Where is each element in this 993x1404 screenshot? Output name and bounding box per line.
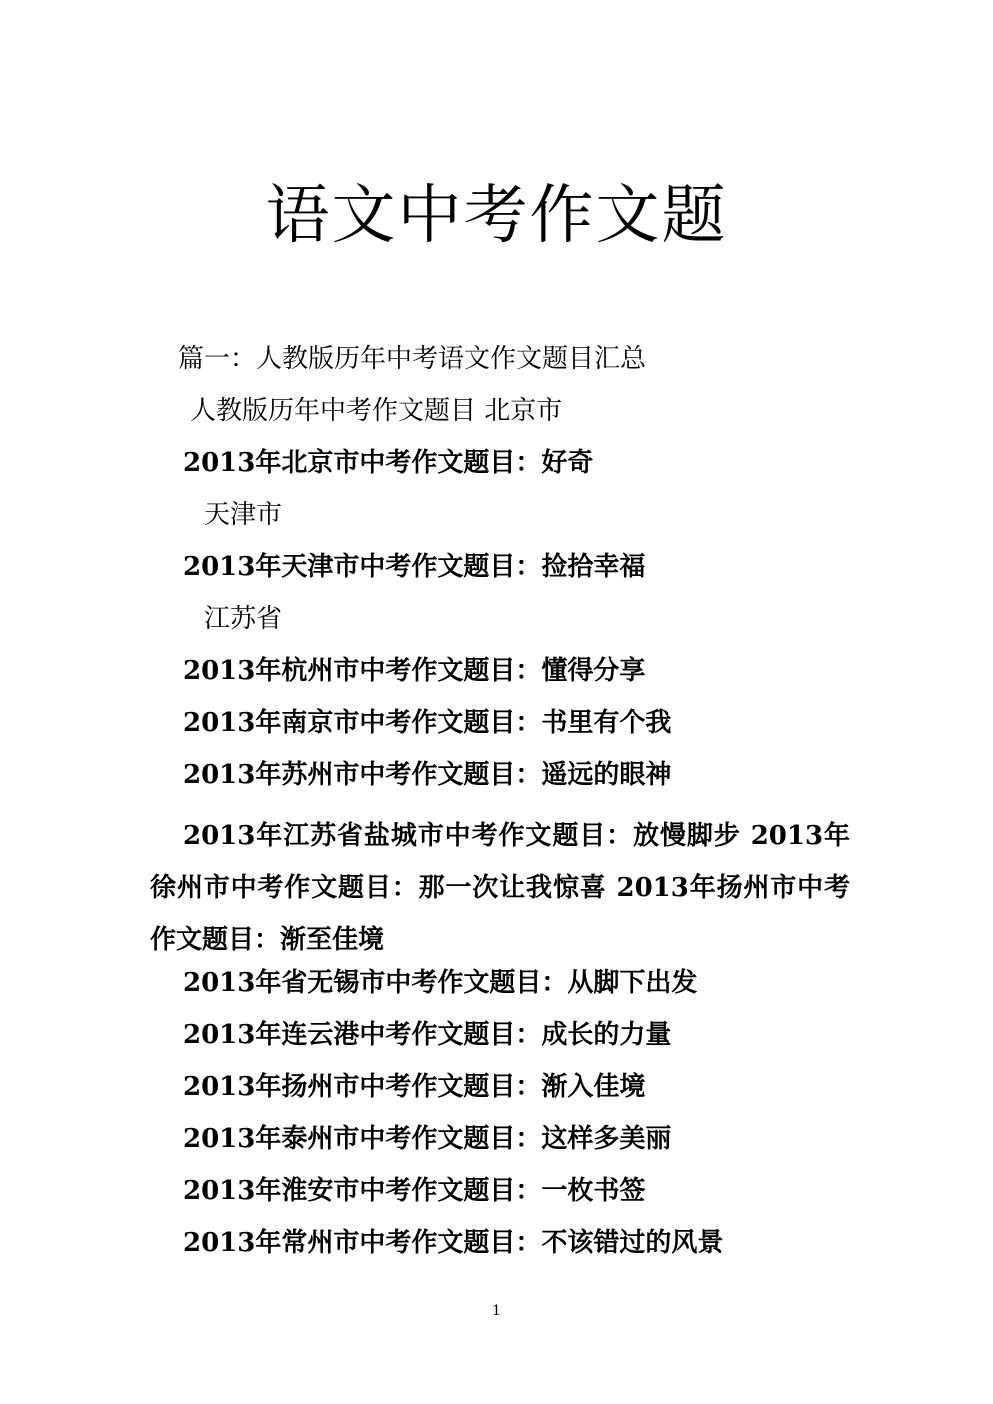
line-taizhou: 2013年泰州市中考作文题目：这样多美丽 [183, 1124, 672, 1154]
region-jiangsu: 江苏省 [204, 604, 283, 634]
line-wuxi: 2013年省无锡市中考作文题目：从脚下出发 [183, 968, 698, 998]
page-number: 1 [492, 1303, 501, 1319]
line-beijing: 2013年北京市中考作文题目：好奇 [183, 448, 594, 478]
line-tianjin: 2013年天津市中考作文题目：捡拾幸福 [183, 552, 646, 582]
line-changzhou: 2013年常州市中考作文题目：不该错过的风景 [183, 1228, 724, 1258]
region-tianjin: 天津市 [204, 500, 283, 530]
chapter-heading: 篇一：人教版历年中考语文作文题目汇总 [178, 344, 647, 374]
line-hangzhou: 2013年杭州市中考作文题目：懂得分享 [183, 656, 646, 686]
line-nanjing: 2013年南京市中考作文题目：书里有个我 [183, 708, 672, 738]
line-huaian: 2013年淮安市中考作文题目：一枚书签 [183, 1176, 646, 1206]
line-yangzhou: 2013年扬州市中考作文题目：渐入佳境 [183, 1072, 646, 1102]
line-lianyungang: 2013年连云港中考作文题目：成长的力量 [183, 1020, 672, 1050]
line-suzhou: 2013年苏州市中考作文题目：遥远的眼神 [183, 760, 672, 790]
paragraph-yancheng-xuzhou-yangzhou: 2013年江苏省盐城市中考作文题目：放慢脚步 2013年徐州市中考作文题目：那一次让我惊喜 2013年扬州市中考作文题目：渐至佳境 [150, 821, 850, 955]
page-title: 语文中考作文题 [265, 179, 728, 253]
subheading: 人教版历年中考作文题目 北京市 [190, 396, 563, 426]
